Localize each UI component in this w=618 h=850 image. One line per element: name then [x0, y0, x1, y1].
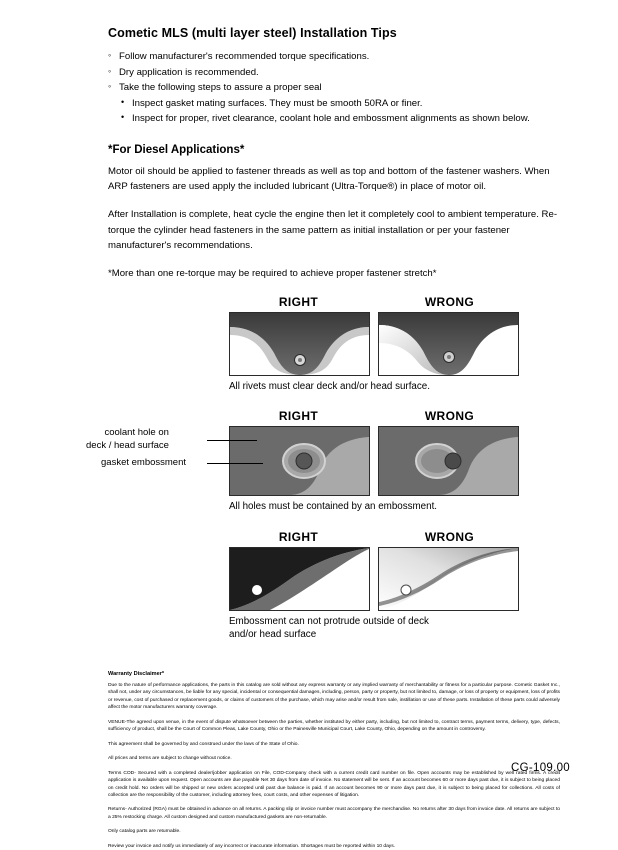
callout-line-coolant: [207, 440, 257, 441]
figure-holes-wrong-image: [378, 426, 519, 496]
callout-line-embossment: [207, 463, 263, 464]
callout-gasket-embossment: gasket embossment: [101, 457, 187, 469]
figure-rivets-wrong-image: [378, 312, 519, 376]
figure-holes-wrong-label: WRONG: [424, 409, 475, 424]
figure-rivets-right-label: RIGHT: [278, 295, 319, 310]
warranty-paragraph: Due to the nature of performance applications, the parts in this catalog are sold without any express warranty or any implied warranty of merchantability or fitness for a particular purpose. Cometic Gasket Inc., shall not, under any circumstances, be liable for any special, incidental or consequential damages, including, person, party or property, but not limited to, damage, or loss of property or equipment, loss of profits or revenue, cost of purchased or replacement goods, or claims of customers of the purchase, which may arise and/or result from sale, instillation or use of these parts. Installation of these parts could adversely affect the motor manufacturers warranty coverage.: [108, 683, 560, 711]
figure-embossment-labels: [229, 530, 519, 544]
warranty-paragraph: Returns- Authorized (RGA) must be obtained in advance on all returns. A packing slip or invoice number must accompany the merchandise. No returns after 30 days from invoice date. All returns are subject to a 25% restocking charge. All custom designed and custom manufactured gaskets are non-returnable.: [108, 807, 560, 820]
figure-embossment-caption: Embossment can not protrude outside of deck and/or head surface: [229, 615, 429, 640]
figure-embossment: [229, 530, 519, 641]
figure-holes-right-label: RIGHT: [278, 409, 319, 424]
warranty-heading: Warranty Disclaimer*: [108, 671, 165, 677]
figure-holes-labels: [229, 409, 519, 423]
figure-embossment-right-label: RIGHT: [278, 529, 319, 544]
figure-rivets-right-image: [229, 312, 370, 376]
warranty-paragraph: All prices and terms are subject to change without notice.: [108, 756, 232, 762]
figure-holes: [86, 409, 519, 513]
warranty-paragraph: Only catalog parts are returnable.: [108, 829, 181, 835]
figure-rivets-labels: [229, 295, 519, 309]
figure-embossment-wrong-label: WRONG: [424, 529, 475, 544]
list-item: • Inspect gasket mating surfaces. They must be smooth 50RA or finer.: [121, 96, 574, 112]
document-id: CG-109.00: [511, 762, 570, 774]
figure-rivets: [229, 295, 519, 393]
list-item: • Inspect for proper, rivet clearance, coolant hole and embossment alignments as shown below.: [121, 111, 574, 127]
list-item: ◦ Take the following steps to assure a proper seal: [108, 80, 574, 96]
retorque-note: *More than one re-torque may be required to achieve proper fastener stretch*: [108, 267, 437, 279]
callout-coolant-hole: coolant hole on deck / head surface: [86, 427, 169, 452]
warranty-paragraph: Review your invoice and notify us immediately of any incorrect or inaccurate information. Shortages must be reported within 10 days.: [108, 843, 396, 849]
list-item: ◦ Follow manufacturer's recommended torque specifications.: [108, 49, 574, 65]
warranty-paragraph: VENUE-The agreed upon venue, in the event of dispute whatsoever between the parties, whether instituted by either party, including, but not limited to, contract terms, payment terms, delivery, type, defects, sufficiency of product, shall be the Court of Common Pleas, Lake County, Ohio or the Painesville Municipal Court, Lake County, Ohio, depending on the amount in controversy.: [108, 719, 560, 733]
paragraph-heat-cycle: After Installation is complete, heat cycle the engine then let it completely cool to ambient temperature. Re-torque the cylinder head fasteners in the same pattern as initial installation or per your fastener manufacturer's recommendations.: [108, 208, 558, 252]
figure-holes-caption: All holes must be contained by an embossment.: [229, 501, 438, 513]
figure-embossment-right-image: [229, 547, 370, 611]
warranty-paragraph: This agreement shall be governed by and construed under the laws of the State of Ohio.: [108, 741, 299, 747]
diesel-heading: *For Diesel Applications*: [108, 143, 245, 156]
figure-holes-right-image: [229, 426, 370, 496]
figure-rivets-caption: All rivets must clear deck and/or head surface.: [229, 381, 430, 393]
page-title: Cometic MLS (multi layer steel) Installation Tips: [108, 26, 397, 40]
list-item: ◦ Dry application is recommended.: [108, 65, 574, 81]
warranty-section: [108, 671, 560, 850]
installation-bullet-list: [108, 49, 574, 96]
paragraph-motor-oil: Motor oil should be applied to fastener threads as well as top and bottom of the fastener washers. When ARP fasteners are used apply the included lubricant (Ultra-Torque®) in place of motor oil.: [108, 165, 550, 193]
installation-sub-list: [121, 96, 574, 127]
figure-rivets-wrong-label: WRONG: [424, 295, 475, 310]
figure-embossment-wrong-image: [378, 547, 519, 611]
warranty-paragraph: Terms COD- Secured with a completed dealer/jobber application on File, COD-Company check with a current credit card number on file. Open accounts may be established by well rated firms. A credit application is available upon request. Open accounts are due payable Net 30 days from date of invoice. No statement will be sent. If an account becomes 60 or more days past due, it is subject to being placed on credit hold. No orders will be shipped or new orders accepted until past due balance is paid. If an account becomes 90 or more days past due, it is subject to being placed for collections. All costs of collection are the responsibility of the customer, including attorney fees, court costs, and other expenses of litigation.: [108, 770, 560, 798]
